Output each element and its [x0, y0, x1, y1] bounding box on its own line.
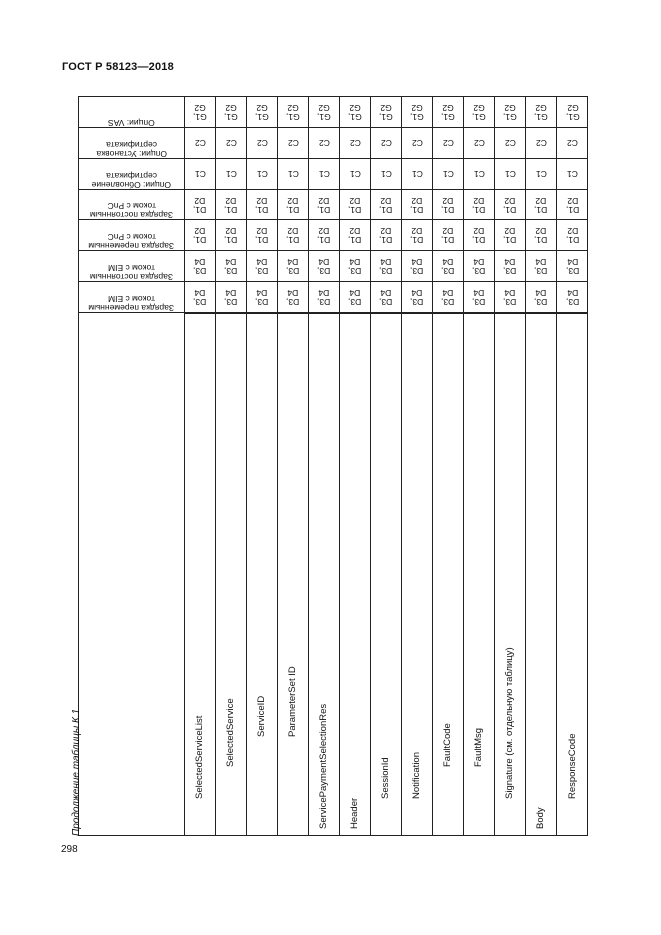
value-cell: [371, 190, 401, 221]
row-name-cell: [371, 313, 401, 836]
value-cell: [185, 128, 215, 159]
value-cell: [557, 282, 588, 313]
cell-value: C2: [256, 138, 268, 149]
value-cell: [216, 128, 246, 159]
value-cell: [402, 128, 432, 159]
cell-value: D1, D2: [317, 195, 331, 215]
cell-value: D1, D2: [565, 226, 580, 246]
cell-value: D1, D2: [534, 226, 548, 246]
row-name-cell: [185, 313, 215, 836]
value-cell: [309, 251, 339, 282]
row-name: Signature (см. отдельную таблицу): [504, 647, 515, 799]
table-row: [557, 97, 588, 836]
cell-value: G1, G2: [503, 103, 517, 123]
cell-value: G1, G2: [348, 103, 362, 123]
header-label: Опции: Обновление сертификата: [91, 170, 172, 190]
row-name: FaultMsg: [473, 727, 484, 767]
value-cell: [247, 282, 277, 313]
row-name: ParameterSet ID: [287, 666, 298, 737]
value-cell: [464, 97, 494, 128]
header-cell-name: [79, 313, 184, 836]
cell-value: D3, D4: [410, 288, 424, 308]
table-header-row: [79, 97, 185, 836]
cell-value: C1: [504, 169, 516, 180]
value-cell: [278, 128, 308, 159]
value-cell: [216, 190, 246, 221]
table-row: [216, 97, 247, 836]
value-cell: [309, 282, 339, 313]
cell-value: D1, D2: [348, 226, 362, 246]
row-name-cell: [247, 313, 277, 836]
table-row: [526, 97, 557, 836]
cell-value: D3, D4: [193, 288, 207, 308]
document-header: ГОСТ Р 58123—2018: [62, 61, 174, 73]
value-cell: [433, 97, 463, 128]
value-cell: [464, 159, 494, 190]
cell-value: D3, D4: [472, 288, 486, 308]
header-cell: [79, 251, 184, 282]
value-cell: [433, 251, 463, 282]
value-cell: [340, 159, 370, 190]
cell-value: C1: [194, 169, 206, 180]
header-cell: [79, 159, 184, 190]
row-name-cell: [464, 313, 494, 836]
rotated-table-body: [79, 97, 588, 836]
cell-value: C1: [287, 169, 299, 180]
cell-value: D3, D4: [348, 257, 362, 277]
cell-value: D3, D4: [410, 257, 424, 277]
value-cell: [371, 97, 401, 128]
value-cell: [247, 97, 277, 128]
cell-value: D3, D4: [255, 257, 269, 277]
header-label: Опции: Установка сертификата: [96, 139, 167, 159]
cell-value: D3, D4: [565, 288, 580, 308]
cell-value: D1, D2: [348, 195, 362, 215]
table-row: [247, 97, 278, 836]
value-cell: [371, 128, 401, 159]
cell-value: D3, D4: [441, 257, 455, 277]
cell-value: D3, D4: [224, 288, 238, 308]
value-cell: [278, 159, 308, 190]
value-cell: [433, 128, 463, 159]
value-cell: [464, 128, 494, 159]
row-name-cell: [216, 313, 246, 836]
cell-value: G1, G2: [286, 103, 300, 123]
cell-value: G1, G2: [379, 103, 393, 123]
cell-value: D1, D2: [317, 226, 331, 246]
header-label: Опции: VAS: [108, 117, 155, 128]
value-cell: [371, 251, 401, 282]
cell-value: C2: [504, 138, 516, 149]
cell-value: G1, G2: [193, 103, 207, 123]
cell-value: G1, G2: [534, 103, 548, 123]
row-name-cell: [278, 313, 308, 836]
header-label: Зарядка переменным током с EIM: [88, 294, 175, 313]
table-row: [495, 97, 526, 836]
cell-value: D1, D2: [472, 226, 486, 246]
value-cell: [185, 282, 215, 313]
value-cell: [433, 190, 463, 221]
cell-value: D3, D4: [565, 257, 580, 277]
value-cell: [247, 128, 277, 159]
value-cell: [495, 251, 525, 282]
cell-value: D3, D4: [379, 288, 393, 308]
cell-value: D1, D2: [410, 195, 424, 215]
cell-value: D3, D4: [503, 288, 517, 308]
table-row: [371, 97, 402, 836]
value-cell: [464, 190, 494, 221]
cell-value: D3, D4: [193, 257, 207, 277]
header-label: Зарядка постоянным током с PnC: [89, 201, 174, 221]
cell-value: D1, D2: [472, 195, 486, 215]
cell-value: C2: [411, 138, 423, 149]
cell-value: C1: [349, 169, 361, 180]
cell-value: D1, D2: [379, 226, 393, 246]
value-cell: [216, 220, 246, 251]
cell-value: C2: [567, 138, 578, 149]
cell-value: D1, D2: [193, 195, 207, 215]
cell-value: D1, D2: [224, 226, 238, 246]
cell-value: D3, D4: [441, 288, 455, 308]
value-cell: [526, 282, 556, 313]
cell-value: D1, D2: [379, 195, 393, 215]
header-cell: [79, 190, 184, 221]
row-name-cell: [433, 313, 463, 836]
value-cell: [371, 282, 401, 313]
cell-value: G1, G2: [441, 103, 455, 123]
row-name: ServicePaymentSelectionRes: [318, 703, 329, 829]
cell-value: D3, D4: [317, 257, 331, 277]
value-cell: [464, 220, 494, 251]
header-label: Зарядка переменным током с PnC: [88, 232, 175, 252]
cell-value: C2: [473, 138, 485, 149]
value-cell: [340, 97, 370, 128]
value-cell: [278, 220, 308, 251]
value-cell: [247, 220, 277, 251]
cell-value: C2: [349, 138, 361, 149]
cell-value: C2: [380, 138, 392, 149]
value-cell: [433, 159, 463, 190]
value-cell: [557, 128, 588, 159]
row-name: ServiceID: [256, 695, 267, 737]
cell-value: D3, D4: [472, 257, 486, 277]
value-cell: [557, 251, 588, 282]
value-cell: [185, 159, 215, 190]
row-name-cell: [340, 313, 370, 836]
row-name: FaultCode: [442, 723, 453, 767]
cell-value: C1: [411, 169, 423, 180]
cell-value: G1, G2: [317, 103, 331, 123]
value-cell: [402, 282, 432, 313]
value-cell: [526, 190, 556, 221]
cell-value: C2: [442, 138, 454, 149]
page-number: 298: [61, 844, 78, 855]
cell-value: D1, D2: [286, 226, 300, 246]
value-cell: [340, 282, 370, 313]
cell-value: D3, D4: [286, 257, 300, 277]
cell-value: G1, G2: [255, 103, 269, 123]
cell-value: D1, D2: [503, 226, 517, 246]
value-cell: [340, 220, 370, 251]
value-cell: [309, 128, 339, 159]
value-cell: [216, 97, 246, 128]
value-cell: [433, 282, 463, 313]
value-cell: [371, 220, 401, 251]
value-cell: [309, 220, 339, 251]
value-cell: [402, 251, 432, 282]
value-cell: [557, 190, 588, 221]
row-name: Notification: [411, 752, 422, 799]
cell-value: D1, D2: [255, 226, 269, 246]
cell-value: D1, D2: [193, 226, 207, 246]
header-cell: [79, 128, 184, 159]
cell-value: C1: [318, 169, 330, 180]
table-row: [278, 97, 309, 836]
cell-value: D3, D4: [224, 257, 238, 277]
cell-value: C2: [287, 138, 299, 149]
value-cell: [495, 128, 525, 159]
cell-value: D1, D2: [565, 195, 580, 215]
value-cell: [278, 282, 308, 313]
row-name: Body: [535, 807, 546, 829]
row-name-cell: [402, 313, 432, 836]
value-cell: [278, 251, 308, 282]
value-cell: [495, 190, 525, 221]
value-cell: [216, 251, 246, 282]
requirements-table: [78, 96, 588, 836]
value-cell: [495, 97, 525, 128]
value-cell: [185, 97, 215, 128]
value-cell: [309, 159, 339, 190]
table-row: [402, 97, 433, 836]
value-cell: [495, 159, 525, 190]
value-cell: [526, 97, 556, 128]
header-cell: [79, 220, 184, 251]
value-cell: [402, 97, 432, 128]
value-cell: [402, 220, 432, 251]
cell-value: C2: [318, 138, 330, 149]
cell-value: D1, D2: [441, 195, 455, 215]
cell-value: C1: [535, 169, 547, 180]
cell-value: D3, D4: [379, 257, 393, 277]
row-name: ResponseCode: [566, 733, 578, 799]
row-name-cell: [495, 313, 525, 836]
value-cell: [557, 97, 588, 128]
cell-value: G1, G2: [565, 103, 580, 123]
cell-value: D3, D4: [503, 257, 517, 277]
cell-value: C2: [535, 138, 547, 149]
value-cell: [340, 190, 370, 221]
cell-value: G1, G2: [224, 103, 238, 123]
value-cell: [495, 220, 525, 251]
value-cell: [247, 159, 277, 190]
table-row: [185, 97, 216, 836]
value-cell: [340, 251, 370, 282]
header-cell: [79, 97, 184, 128]
table-row: [464, 97, 495, 836]
row-name-cell: [526, 313, 556, 836]
cell-value: C2: [194, 138, 206, 149]
header-label: Зарядка постоянным током с EIM: [89, 263, 174, 283]
cell-value: D3, D4: [317, 288, 331, 308]
cell-value: D1, D2: [286, 195, 300, 215]
cell-value: D1, D2: [503, 195, 517, 215]
value-cell: [433, 220, 463, 251]
value-cell: [557, 220, 588, 251]
value-cell: [278, 97, 308, 128]
cell-value: C1: [567, 169, 578, 180]
value-cell: [557, 159, 588, 190]
value-cell: [402, 159, 432, 190]
cell-value: C1: [225, 169, 237, 180]
value-cell: [247, 251, 277, 282]
cell-value: D3, D4: [286, 288, 300, 308]
cell-value: D3, D4: [348, 288, 362, 308]
header-cell: [79, 282, 184, 313]
value-cell: [309, 97, 339, 128]
value-cell: [278, 190, 308, 221]
cell-value: D1, D2: [255, 195, 269, 215]
value-cell: [309, 190, 339, 221]
value-cell: [371, 159, 401, 190]
cell-value: G1, G2: [410, 103, 424, 123]
value-cell: [247, 190, 277, 221]
cell-value: C1: [442, 169, 454, 180]
value-cell: [185, 251, 215, 282]
cell-value: C1: [380, 169, 392, 180]
value-cell: [216, 282, 246, 313]
row-name: Header: [349, 797, 360, 829]
table-row: [309, 97, 340, 836]
value-cell: [340, 128, 370, 159]
table-row: [340, 97, 371, 836]
value-cell: [464, 282, 494, 313]
table-continuation-caption: Продолжение таблицы К.1: [71, 708, 82, 836]
cell-value: D3, D4: [255, 288, 269, 308]
cell-value: D3, D4: [534, 257, 548, 277]
value-cell: [495, 282, 525, 313]
row-name: SelectedServiceList: [194, 715, 205, 799]
cell-value: D3, D4: [534, 288, 548, 308]
cell-value: C1: [256, 169, 268, 180]
cell-value: C1: [473, 169, 485, 180]
cell-value: D1, D2: [224, 195, 238, 215]
value-cell: [526, 128, 556, 159]
value-cell: [185, 190, 215, 221]
value-cell: [464, 251, 494, 282]
row-name-cell: [309, 313, 339, 836]
table-row: [433, 97, 464, 836]
row-name: SelectedService: [225, 698, 236, 767]
value-cell: [526, 159, 556, 190]
cell-value: D1, D2: [534, 195, 548, 215]
value-cell: [216, 159, 246, 190]
value-cell: [185, 220, 215, 251]
value-cell: [402, 190, 432, 221]
row-name-cell: [557, 313, 588, 836]
cell-value: D1, D2: [441, 226, 455, 246]
cell-value: G1, G2: [472, 103, 486, 123]
value-cell: [526, 220, 556, 251]
cell-value: D1, D2: [410, 226, 424, 246]
row-name: SessionId: [380, 757, 391, 799]
cell-value: C2: [225, 138, 237, 149]
value-cell: [526, 251, 556, 282]
